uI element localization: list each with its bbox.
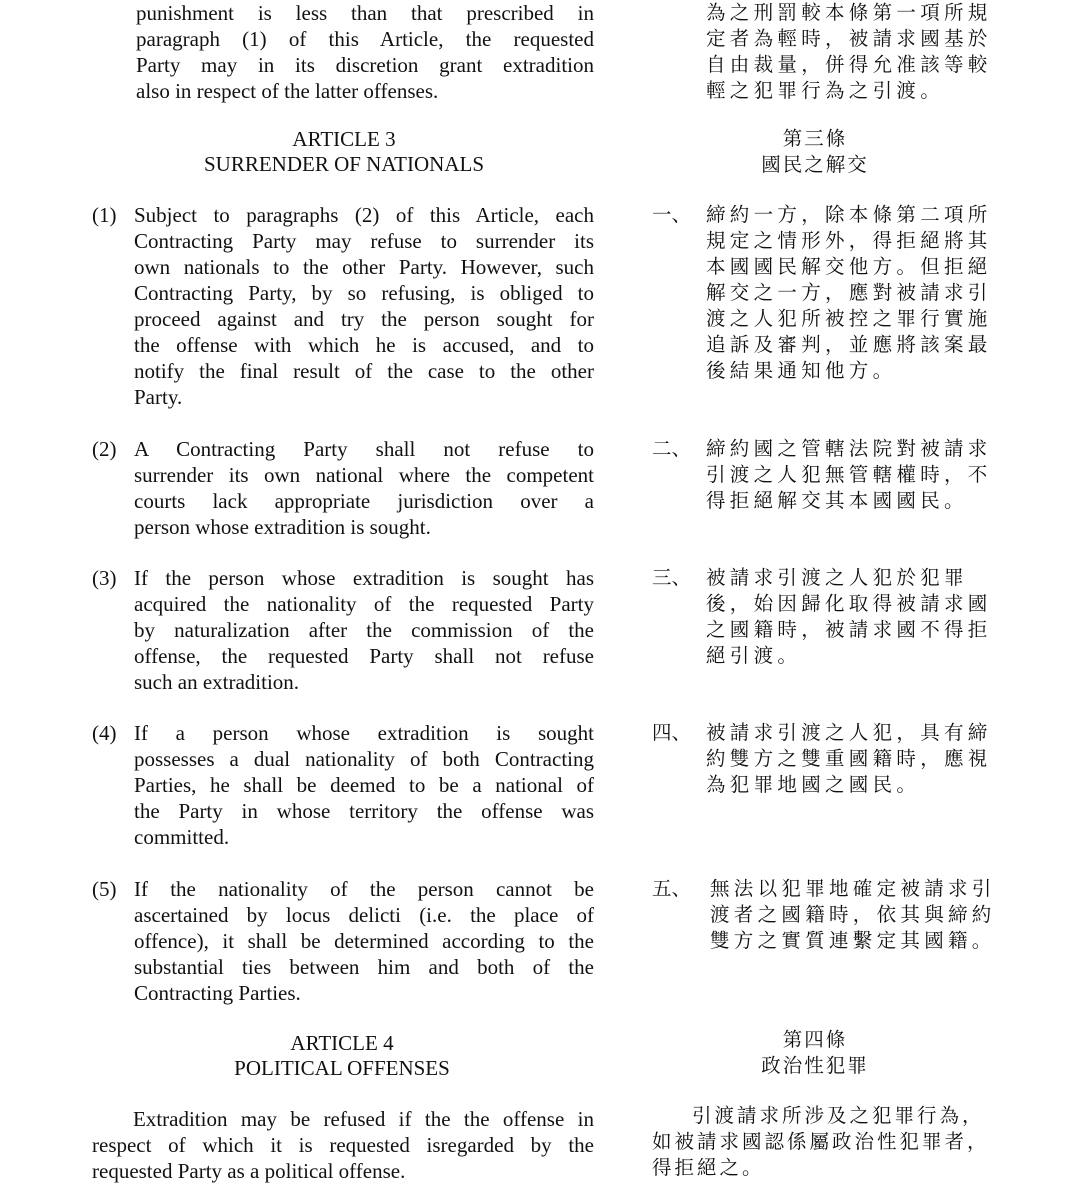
text-line: committed. <box>134 825 230 849</box>
text-line: Extradition may be refused if the the offense in <box>133 1107 594 1131</box>
paragraph-number-en: (3) <box>92 566 117 590</box>
paragraph-number-zh: 一、 <box>652 203 692 226</box>
text-line: ascertained by locus delicti (i.e. the place of <box>134 903 594 927</box>
text-line: Party may in its discretion grant extradition <box>136 53 594 77</box>
paragraph-4-en <box>134 720 594 850</box>
text-line: Contracting Party may refuse to surrender its <box>134 229 594 253</box>
text-line: 後，始因歸化取得被請求國 <box>706 592 992 615</box>
text-line: 輕之犯罪行為之引渡。 <box>706 79 945 102</box>
text-line: the Party in whose territory the offense was <box>134 799 594 823</box>
text-line: person whose extradition is sought. <box>134 515 431 539</box>
text-line: courts lack appropriate jurisdiction over a <box>134 489 594 513</box>
text-line: 追訴及審判，並應將該案最 <box>706 333 992 356</box>
text-line: 如被請求國認係屬政治性犯罪者， <box>652 1130 990 1153</box>
article-title: 第四條 <box>782 1028 848 1051</box>
text-line: 之國籍時，被請求國不得拒 <box>706 618 992 641</box>
paragraph-number-en: (4) <box>92 721 117 745</box>
paragraph-number-zh: 五、 <box>652 877 692 900</box>
paragraph-number-en: (2) <box>92 437 117 461</box>
article-title: ARTICLE 4 <box>290 1031 394 1055</box>
text-line: surrender its own national where the competent <box>134 463 594 487</box>
article-title: 第三條 <box>782 127 848 150</box>
paragraph-number-zh: 四、 <box>652 721 692 744</box>
text-line: 被請求引渡之人犯於犯罪 <box>706 566 968 589</box>
text-line: 無法以犯罪地確定被請求引 <box>710 877 996 900</box>
paragraph-2-en <box>134 436 594 540</box>
text-line: by naturalization after the commission of the <box>134 618 594 642</box>
text-line: 引渡請求所涉及之犯罪行為， <box>692 1104 985 1127</box>
text-line: 締約國之管轄法院對被請求 <box>706 437 992 460</box>
article-4-body-en <box>92 1106 594 1184</box>
paragraph-5-en <box>134 876 594 1006</box>
text-line: Subject to paragraphs (2) of this Article, each <box>134 203 594 227</box>
text-line: A Contracting Party shall not refuse to <box>134 437 594 461</box>
text-line: 引渡之人犯無管轄權時，不 <box>706 463 992 486</box>
paragraph-number-zh: 三、 <box>652 566 692 589</box>
text-line: 約雙方之雙重國籍時，應視 <box>706 747 992 770</box>
article-subtitle: 國民之解交 <box>761 153 869 176</box>
article-subtitle: POLITICAL OFFENSES <box>234 1056 450 1080</box>
article-subtitle: 政治性犯罪 <box>761 1054 869 1077</box>
text-line: 自由裁量，併得允准該等較 <box>706 53 992 76</box>
article-subtitle: SURRENDER OF NATIONALS <box>203 152 485 176</box>
text-line: 後結果通知他方。 <box>706 359 897 382</box>
text-line: offence), it shall be determined according to the <box>134 929 594 953</box>
text-line: acquired the nationality of the requested Party <box>134 592 594 616</box>
paragraph-4-zh <box>706 720 996 798</box>
text-line: also in respect of the latter offenses. <box>136 79 439 103</box>
text-line: If the person whose extradition is sought has <box>134 566 594 590</box>
text-line: respect of which it is requested isregarded by the <box>92 1133 594 1157</box>
text-line: 定者為輕時，被請求國基於 <box>706 27 992 50</box>
text-line: own nationals to the other Party. However, such <box>134 255 594 279</box>
article-3-heading-zh <box>706 126 924 178</box>
text-line: Contracting Parties. <box>134 981 301 1005</box>
text-line: Parties, he shall be deemed to be a national of <box>134 773 594 797</box>
text-line: requested Party as a political offense. <box>92 1159 406 1183</box>
text-line: 渡者之國籍時，依其與締約 <box>710 903 996 926</box>
article-4-heading-zh <box>706 1027 924 1079</box>
text-line: If a person whose extradition is sought <box>134 721 594 745</box>
text-line: 絕引渡。 <box>706 644 802 667</box>
text-line: Contracting Party, by so refusing, is obliged to <box>134 281 594 305</box>
text-line: possesses a dual nationality of both Contracting <box>134 747 594 771</box>
text-line: Party. <box>134 385 183 409</box>
text-line: substantial ties between him and both of the <box>134 955 594 979</box>
paragraph-1-zh <box>706 202 996 384</box>
article-4-body-zh <box>652 1103 990 1181</box>
text-line: 被請求引渡之人犯，具有締 <box>706 721 992 744</box>
text-line: 渡之人犯所被控之罪行實施 <box>706 307 992 330</box>
continuation-text-zh <box>706 0 996 104</box>
paragraph-5-zh <box>710 876 1000 954</box>
paragraph-2-zh <box>706 436 996 514</box>
text-line: 本國國民解交他方。但拒絕 <box>706 255 992 278</box>
text-line: 規定之情形外，得拒絕將其 <box>706 229 992 252</box>
text-line: 為之刑罰較本條第一項所規 <box>706 1 992 24</box>
text-line: If the nationality of the person cannot be <box>134 877 594 901</box>
text-line: notify the final result of the case to the other <box>134 359 594 383</box>
text-line: 雙方之實質連繫定其國籍。 <box>710 929 996 952</box>
text-line: paragraph (1) of this Article, the requested <box>136 27 594 51</box>
paragraph-number-zh: 二、 <box>652 437 692 460</box>
paragraph-3-en <box>134 565 594 695</box>
continuation-text-en <box>136 0 594 104</box>
paragraph-number-en: (5) <box>92 877 117 901</box>
paragraph-1-en <box>134 202 594 410</box>
text-line: 解交之一方，應對被請求引 <box>706 281 992 304</box>
text-line: punishment is less than that prescribed in <box>136 1 594 25</box>
text-line: the offense with which he is accused, and to <box>134 333 594 357</box>
text-line: 得拒絕解交其本國國民。 <box>706 489 968 512</box>
paragraph-3-zh <box>706 565 996 669</box>
text-line: 為犯罪地國之國民。 <box>706 773 921 796</box>
text-line: proceed against and try the person sought for <box>134 307 594 331</box>
text-line: such an extradition. <box>134 670 300 694</box>
text-line: offense, the requested Party shall not refuse <box>134 644 594 668</box>
article-4-heading-en <box>134 1031 550 1081</box>
paragraph-number-en: (1) <box>92 203 117 227</box>
text-line: 得拒絕之。 <box>652 1156 765 1179</box>
text-line: 締約一方，除本條第二項所 <box>706 203 992 226</box>
article-title: ARTICLE 3 <box>292 127 396 151</box>
article-3-heading-en <box>136 127 552 177</box>
